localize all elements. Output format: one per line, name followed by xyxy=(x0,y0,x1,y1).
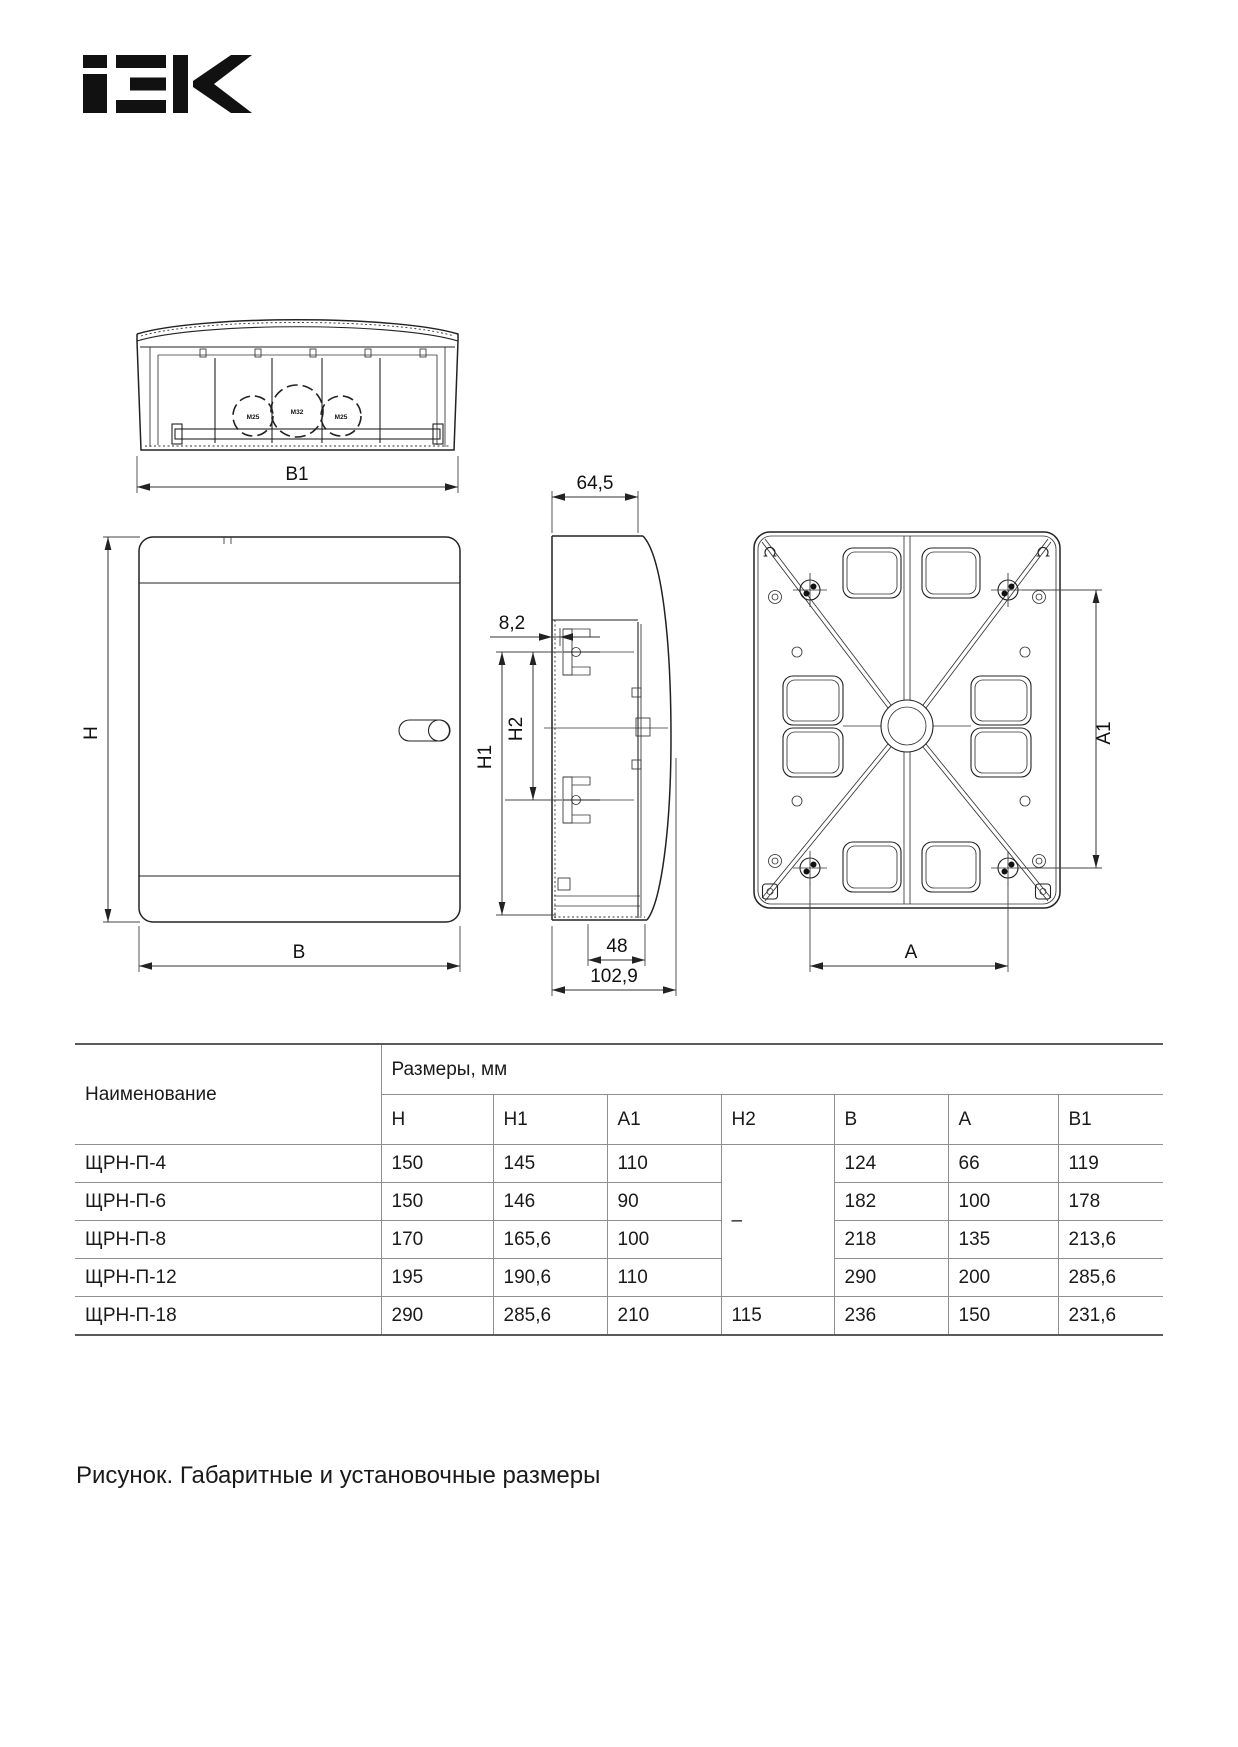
dimension-b1 xyxy=(137,456,458,493)
dim-cell: 119 xyxy=(1058,1145,1163,1183)
dim-cell: 145 xyxy=(493,1145,607,1183)
model-name-cell: ЩРН-П-8 xyxy=(75,1221,381,1259)
knockout-label-m25-right: M25 xyxy=(334,414,348,421)
knockout-m25-right xyxy=(321,396,361,436)
column-header-b1: B1 xyxy=(1058,1095,1163,1145)
dim-label-b1: B1 xyxy=(285,464,309,485)
dim-cell: 100 xyxy=(948,1183,1058,1221)
knockout-label-m25-left: M25 xyxy=(246,414,260,421)
dim-cell: 135 xyxy=(948,1221,1058,1259)
dim-cell: 195 xyxy=(381,1259,493,1297)
dim-cell: 190,6 xyxy=(493,1259,607,1297)
door-handle xyxy=(399,720,450,741)
dim-cell: 290 xyxy=(834,1259,948,1297)
model-name-cell: ЩРН-П-12 xyxy=(75,1259,381,1297)
column-header-b: B xyxy=(834,1095,948,1145)
dim-cell: 150 xyxy=(381,1145,493,1183)
upper-keyhole-bracket xyxy=(563,629,634,675)
model-name-cell: ЩРН-П-6 xyxy=(75,1183,381,1221)
hang-keyhole-top-right xyxy=(1037,547,1050,556)
dim-cell: 150 xyxy=(948,1297,1058,1336)
column-header-dimensions: Размеры, мм xyxy=(381,1044,1163,1095)
dim-label-48: 48 xyxy=(606,936,628,957)
dim-cell: 178 xyxy=(1058,1183,1163,1221)
hang-keyhole-bottom-right xyxy=(1036,884,1051,899)
mount-screw-bottom-left xyxy=(793,851,827,885)
model-name-cell: ЩРН-П-18 xyxy=(75,1297,381,1336)
table-row xyxy=(75,1259,1163,1297)
dim-label-a1: A1 xyxy=(1094,721,1115,745)
dimension-a xyxy=(810,882,1008,972)
knockout-m25-left xyxy=(233,396,273,436)
dim-label-102-9: 102,9 xyxy=(590,966,638,987)
dim-cell: 218 xyxy=(834,1221,948,1259)
dim-cell: 231,6 xyxy=(1058,1297,1163,1336)
table-row xyxy=(75,1297,1163,1336)
dim-cell: 110 xyxy=(607,1259,721,1297)
table-row xyxy=(75,1183,1163,1221)
dimension-a1 xyxy=(1022,590,1115,868)
dim-cell: 100 xyxy=(607,1221,721,1259)
lower-keyhole-bracket xyxy=(563,777,634,823)
dim-cell: 290 xyxy=(381,1297,493,1336)
screw-bosses xyxy=(769,591,1046,868)
dim-cell: 285,6 xyxy=(1058,1259,1163,1297)
dimension-h xyxy=(81,537,140,922)
mount-screw-top-left xyxy=(793,573,827,607)
dim-label-h: H xyxy=(81,726,102,740)
dim-cell: 285,6 xyxy=(493,1297,607,1336)
dim-label-8-2: 8,2 xyxy=(498,613,526,634)
dim-cell: 165,6 xyxy=(493,1221,607,1259)
dim-cell-h2-merged: – xyxy=(721,1145,834,1297)
front-view-drawing xyxy=(81,537,460,972)
dim-label-h2: H2 xyxy=(506,716,527,742)
column-header-a: A xyxy=(948,1095,1058,1145)
dimension-64-5 xyxy=(552,473,638,533)
dimension-48 xyxy=(588,924,645,966)
dim-cell: 236 xyxy=(834,1297,948,1336)
dim-cell: 182 xyxy=(834,1183,948,1221)
dim-cell: 110 xyxy=(607,1145,721,1183)
table-header-row-1 xyxy=(75,1044,1163,1095)
mount-screw-top-right xyxy=(991,573,1025,607)
iek-logo xyxy=(83,55,252,113)
dim-label-64-5: 64,5 xyxy=(576,473,614,494)
column-header-name: Наименование xyxy=(75,1044,381,1145)
dimension-8-2 xyxy=(490,613,600,646)
dim-cell: 210 xyxy=(607,1297,721,1336)
column-header-h2: H2 xyxy=(721,1095,834,1145)
hang-keyhole-top-left xyxy=(764,547,777,556)
dim-cell: 66 xyxy=(948,1145,1058,1183)
back-view-drawing xyxy=(754,532,1115,972)
dim-cell: 170 xyxy=(381,1221,493,1259)
dim-cell: 90 xyxy=(607,1183,721,1221)
dim-cell: 213,6 xyxy=(1058,1221,1163,1259)
dimensions-table xyxy=(75,1043,1163,1336)
column-header-h1: H1 xyxy=(493,1095,607,1145)
knockout-label-m32: M32 xyxy=(290,409,304,416)
dim-cell: 115 xyxy=(721,1297,834,1336)
dim-label-b: B xyxy=(292,942,306,963)
figure-caption: Рисунок. Габаритные и установочные размеры xyxy=(76,1462,601,1489)
mount-screw-bottom-right xyxy=(991,851,1025,885)
model-name-cell: ЩРН-П-4 xyxy=(75,1145,381,1183)
dimensions-table-wrapper xyxy=(75,1043,1163,1336)
column-header-a1: A1 xyxy=(607,1095,721,1145)
dim-cell: 124 xyxy=(834,1145,948,1183)
center-hole xyxy=(881,700,933,752)
top-view-drawing xyxy=(137,320,458,493)
dim-cell: 200 xyxy=(948,1259,1058,1297)
dim-label-h1: H1 xyxy=(475,744,496,770)
dimension-h1 xyxy=(475,652,556,915)
side-view-drawing xyxy=(475,473,676,996)
dim-label-a: A xyxy=(904,942,918,963)
table-row xyxy=(75,1221,1163,1259)
hang-keyhole-bottom-left xyxy=(763,884,778,899)
dim-cell: 150 xyxy=(381,1183,493,1221)
table-row xyxy=(75,1145,1163,1183)
column-header-h: H xyxy=(381,1095,493,1145)
dimension-b xyxy=(139,926,460,972)
dim-cell: 146 xyxy=(493,1183,607,1221)
